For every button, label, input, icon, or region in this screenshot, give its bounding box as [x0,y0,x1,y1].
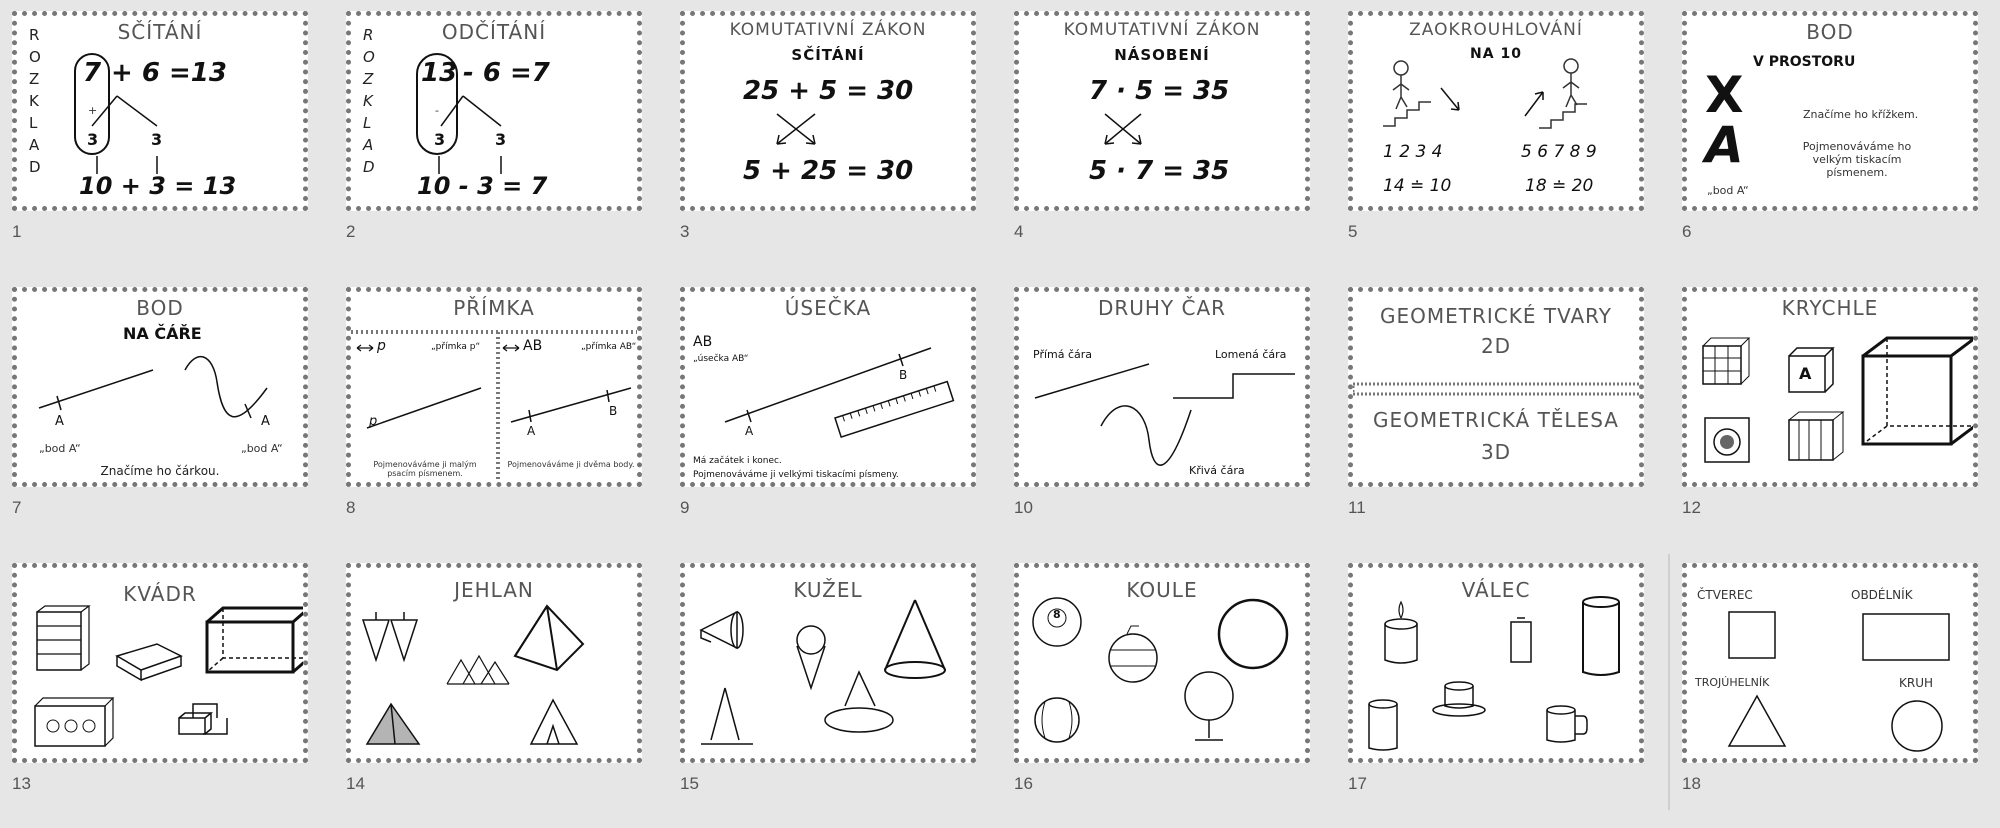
slide-title: KUŽEL [793,578,863,602]
slide-title: ZAOKROUHLOVÁNÍ [1409,20,1583,40]
pyramid-illustrations [351,568,642,763]
slide-12-canvas[interactable] [1682,287,1978,487]
cylinder-illustrations [1353,568,1644,763]
slide-title: ÚSEČKA [784,296,872,320]
slide-7-canvas[interactable] [12,287,308,487]
operator: + [88,104,98,117]
letter: A [29,136,40,154]
slide-title: KRYCHLE [1781,296,1879,320]
slide-17-canvas[interactable] [1348,563,1644,763]
slide-title: KOMUTATIVNÍ ZÁKON [1063,20,1261,40]
slide-thumbnail-9[interactable] [668,276,968,552]
slide-number: 5 [1348,222,1358,241]
slide-number: 4 [1014,222,1024,241]
letter: L [363,114,372,132]
label-circle: KRUH [1899,676,1934,690]
slide-thumbnail-1[interactable] [0,0,300,276]
point-label-b: B [899,368,908,382]
slide-9-canvas[interactable] [680,287,976,487]
slide-thumbnail-13[interactable] [0,552,300,828]
slide-number: 11 [1348,498,1366,517]
point-label: „bod A“ [1707,184,1749,197]
slide-title: BOD [1806,20,1854,44]
rounding-up: 18 ≐ 20 [1525,176,1594,196]
slide-thumbnail-11[interactable] [1336,276,1636,552]
slide-number: 1 [12,222,22,241]
digit: 3 [151,130,163,149]
point-label-a: A [745,424,754,438]
slide-number: 14 [346,774,365,793]
numbers-up: 5 6 7 8 9 [1521,142,1597,162]
point-label-a: A [55,414,64,429]
cuboid-illustrations [17,568,308,763]
point-label-b: B [609,404,618,418]
slide-10-canvas[interactable] [1014,287,1310,487]
slide-number: 16 [1014,774,1033,793]
slide-thumbnail-5[interactable] [1336,0,1636,276]
slide-thumbnail-15[interactable] [668,552,968,828]
slide-6-canvas[interactable] [1682,11,1978,211]
equation-result: 10 + 3 = 13 [79,172,237,200]
slide-title: KVÁDR [123,582,197,606]
label-broken: Lomená čára [1215,348,1287,361]
letter: R [29,26,40,44]
slide-thumbnail-4[interactable] [1002,0,1302,276]
slide-subtitle: V PROSTORU [1753,54,1856,70]
line-diagrams [351,292,642,487]
equation-2: 5 + 25 = 30 [743,156,914,186]
slide-thumbnail-18[interactable] [1670,552,1970,828]
letter: D [29,158,41,176]
slide-11-canvas[interactable] [1348,287,1644,487]
slide-number: 13 [12,774,31,793]
caption: „bod A“ [39,442,81,455]
slide-thumbnail-6[interactable] [1670,0,1970,276]
equation-rest: + 6 =13 [111,58,227,88]
caption: „úsečka AB“ [693,354,749,364]
equation-1: 7 · 5 = 35 [1089,76,1230,106]
note-name: Pojmenováváme ho velkým tiskacím písmenem. [1802,140,1912,179]
note-2: Pojmenováváme ji velkými tiskacími písmeny. [693,470,899,480]
cube-illustrations [1687,292,1978,487]
block-letter: A [1799,364,1812,383]
slide-subtitle: SČÍTÁNÍ [791,46,865,64]
slide-1-canvas[interactable] [12,11,308,211]
point-label-p: p [369,414,378,429]
title-2d: GEOMETRICKÉ TVARY [1380,304,1612,328]
letter: L [29,114,38,132]
slide-title: KOMUTATIVNÍ ZÁKON [729,20,927,40]
slide-thumbnail-7[interactable] [0,276,300,552]
slide-thumbnail-8[interactable] [334,276,637,552]
line-with-points [17,292,308,487]
letter: O [29,48,41,66]
equation-rest: - 6 =7 [463,58,550,88]
label-square: ČTVEREC [1697,588,1753,602]
slide-thumbnail-17[interactable] [1336,552,1636,828]
note-1: Má začátek i konec. [693,456,782,466]
point-letter: A [1705,116,1744,174]
line-tag-ab: AB [523,338,543,354]
shape-illustrations [1687,568,1978,763]
slide-2-canvas[interactable] [346,11,642,211]
slide-number: 7 [12,498,22,517]
sphere-illustrations [1019,568,1310,763]
slide-title: ODČÍTÁNÍ [441,20,547,44]
letter: O [363,48,375,66]
letter: K [363,92,373,110]
note-right: Pojmenováváme ji dvěma body. [507,460,635,469]
line-types [1019,292,1310,487]
slide-thumbnail-12[interactable] [1670,276,1970,552]
digit: 3 [87,130,99,149]
segment-tag: AB [693,334,713,350]
slide-3-canvas[interactable] [680,11,976,211]
letter: K [29,92,39,110]
slide-number: 8 [346,498,356,517]
point-label-a: A [527,424,536,438]
slide-title: VÁLEC [1461,578,1531,602]
slide-number: 15 [680,774,699,793]
slide-number: 10 [1014,498,1033,517]
equation-result: 10 - 3 = 7 [417,172,548,200]
digit: 3 [434,130,446,149]
caption: „přímka p“ [431,342,481,352]
numbers-down: 1 2 3 4 [1383,142,1443,162]
equation-1: 25 + 5 = 30 [743,76,914,106]
slide-title: SČÍTÁNÍ [117,20,203,44]
letter: R [363,26,374,44]
slide-title: BOD [136,296,184,320]
slide-number: 9 [680,498,690,517]
slide-title: PŘÍMKA [453,296,535,320]
caption: „bod A“ [241,442,283,455]
equation-minuend: 13 [421,58,458,88]
caption: „přímka AB“ [581,342,637,352]
rounding-down: 14 ≐ 10 [1383,176,1452,196]
slide-title: JEHLAN [454,578,534,602]
slide-4-canvas[interactable] [1014,11,1310,211]
cross-mark: X [1705,66,1744,124]
slide-5-canvas[interactable] [1348,11,1644,211]
slide-16-canvas[interactable] [1014,563,1310,763]
title-3d: GEOMETRICKÁ TĚLESA [1373,408,1619,432]
equation-2: 5 · 7 = 35 [1089,156,1230,186]
label-rectangle: OBDÉLNÍK [1851,588,1913,602]
operator: - [435,104,439,117]
slide-14-canvas[interactable] [346,563,642,763]
slide-thumbnail-2[interactable] [334,0,634,276]
subtitle-2d: 2D [1480,334,1512,358]
slide-8-canvas[interactable] [346,287,642,487]
slide-subtitle: NA 10 [1470,46,1522,62]
slide-title: DRUHY ČAR [1097,296,1227,320]
slide-thumbnail-14[interactable] [334,552,634,828]
label-curve: Křivá čára [1189,464,1245,477]
note-mark: Značíme ho křížkem. [1803,108,1919,121]
letter: Z [29,70,40,88]
slide-18-canvas[interactable] [1682,563,1978,763]
slide-13-canvas[interactable] [12,563,308,763]
slide-thumbnail-10[interactable] [1002,276,1302,552]
slide-number: 2 [346,222,356,241]
slide-subtitle: NA ČÁŘE [123,324,202,343]
slide-number: 3 [680,222,690,241]
note: Značíme ho čárkou. [100,464,220,478]
cone-illustrations [685,568,976,763]
slide-number: 17 [1348,774,1367,793]
subtitle-3d: 3D [1480,440,1512,464]
slide-number: 12 [1682,498,1701,517]
digit: 3 [495,130,507,149]
letter: A [363,136,374,154]
slide-title: KOULE [1126,578,1198,602]
label-triangle: TROJÚHELNÍK [1695,676,1770,689]
slide-thumbnail-3[interactable] [668,0,968,276]
point-label-a: A [261,414,270,429]
slide-15-canvas[interactable] [680,563,976,763]
slide-number: 18 [1682,774,1701,793]
note-left: Pojmenováváme ji malým psacím písmenem. [373,460,477,478]
letter: Z [363,70,374,88]
ball-number: 8 [1053,608,1061,621]
slide-subtitle: NÁSOBENÍ [1114,46,1210,64]
letter: D [363,158,375,176]
line-tag-p: p [377,338,386,354]
label-straight: Přímá čára [1033,348,1093,361]
equation-first-addend: 7 [83,58,102,88]
slide-thumbnail-16[interactable] [1002,552,1302,828]
slide-number: 6 [1682,222,1692,241]
